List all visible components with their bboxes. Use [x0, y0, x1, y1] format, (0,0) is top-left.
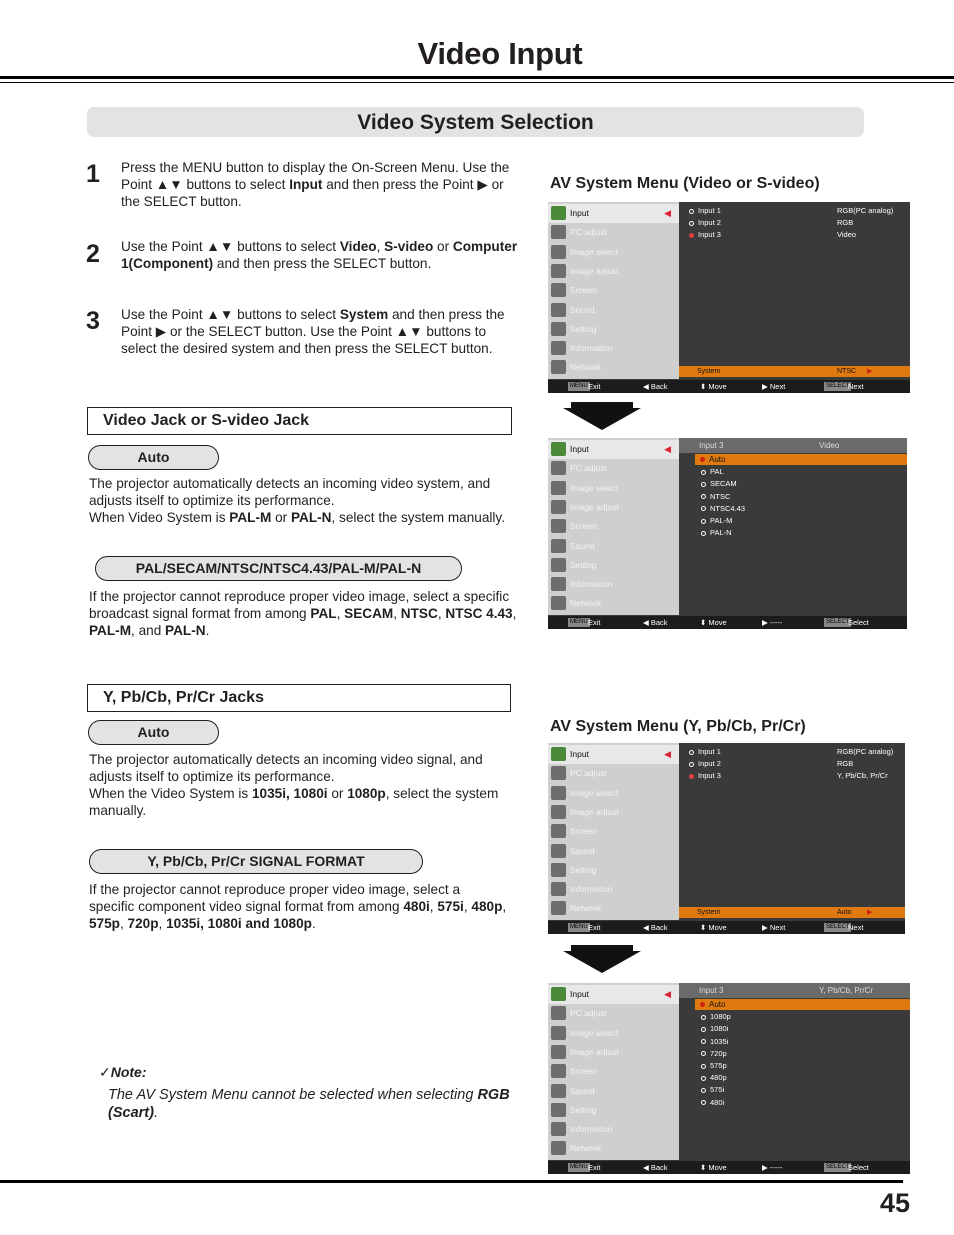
osd-menu-item: [548, 556, 679, 575]
down-arrow-icon: [563, 945, 641, 973]
osd-menu-item-label: Input: [570, 208, 589, 218]
osd-menu-item: [548, 301, 679, 320]
osd-menu-item: [548, 1062, 679, 1081]
image-adjust-icon: [551, 264, 566, 278]
exit-label: Exit: [588, 618, 601, 627]
input-label: Input 1: [698, 206, 721, 215]
osd-menu-item-label: Network: [570, 1143, 602, 1154]
sound-icon: [551, 1084, 566, 1098]
input-value: RGB: [837, 218, 854, 227]
option-label: PAL-M: [710, 516, 733, 525]
osd-panel-header: [679, 438, 907, 453]
option-row: [701, 1037, 728, 1046]
image-select-icon: [551, 481, 566, 495]
title-rule-thin: [0, 82, 954, 83]
radio-indicator: [700, 457, 705, 462]
input-value: Video: [837, 230, 857, 239]
osd-menu-item: [548, 861, 679, 880]
osd-menu-item-label: Information: [570, 1124, 613, 1135]
header-input: Input 3: [699, 441, 724, 450]
option-label: 720p: [710, 1048, 727, 1058]
osd-menu-item-label: Input: [570, 444, 589, 454]
next-label: ▶ -----: [762, 618, 783, 627]
input-label: Input 3: [698, 230, 721, 239]
exit-label: Exit: [588, 382, 601, 391]
radio-indicator: [689, 762, 694, 767]
sound-icon: [551, 539, 566, 553]
osd-menu-item: [548, 1101, 679, 1120]
option-label: Auto: [709, 1000, 726, 1009]
osd-control-bar: [548, 1161, 910, 1174]
input-row: [689, 206, 721, 215]
select-key-icon: SELECT: [826, 619, 850, 625]
radio-indicator: [701, 1076, 706, 1081]
osd-menu-item: [548, 537, 679, 556]
option-row: [701, 492, 730, 501]
osd-sidebar: [548, 743, 679, 920]
osd-menu-item-label: Image select: [570, 482, 619, 493]
option-row: [701, 1012, 731, 1021]
title-rule: [0, 76, 954, 79]
osd-menu-item-label: Image adjust: [570, 265, 619, 276]
osd-menu-item-label: Image select: [570, 1027, 619, 1038]
radio-indicator: [701, 531, 706, 536]
radio-indicator: [701, 494, 706, 499]
setting-icon: [551, 558, 566, 572]
network-icon: [551, 1141, 566, 1155]
back-arrow-icon: ◀: [664, 208, 671, 218]
osd-menu-item-label: PC adjust: [570, 463, 607, 474]
screen-icon: [551, 283, 566, 297]
osd-menu-ypbpr-options: [548, 983, 910, 1174]
input-row: [689, 771, 721, 780]
osd-menu-item-label: PC adjust: [570, 768, 607, 779]
option-label: Auto: [709, 455, 726, 464]
back-label: ◀ Back: [643, 382, 668, 391]
sound-icon: [551, 303, 566, 317]
ypbpr-heading: Y, Pb/Cb, Pr/Cr Jacks: [87, 684, 511, 712]
input-icon: [551, 987, 566, 1001]
radio-indicator: [701, 506, 706, 511]
step-3-number: 3: [86, 307, 100, 335]
option-label: 575p: [710, 1061, 727, 1070]
menu-key-icon: MENU: [570, 383, 588, 389]
next-arrow-icon: ▶: [867, 909, 873, 916]
next-label: ▶ Next: [762, 923, 786, 932]
osd-menu-item: [548, 204, 679, 223]
osd-menu-item-label: Sound: [570, 845, 595, 856]
option-label: 1080i: [710, 1024, 729, 1034]
osd-menu-item: [548, 498, 679, 517]
option-row: [701, 1024, 728, 1033]
input-value: RGB(PC analog): [837, 747, 894, 756]
osd-menu-item: [548, 784, 679, 803]
option-row: [701, 1073, 727, 1082]
osd-menu-video-system: [548, 202, 910, 393]
information-icon: [551, 882, 566, 896]
osd-menu-item-label: Sound: [570, 540, 595, 551]
option-row: [701, 528, 732, 537]
radio-indicator: [701, 1051, 706, 1056]
radio-indicator: [700, 1002, 705, 1007]
menu-key-icon: MENU: [570, 619, 588, 625]
system-row: [679, 366, 910, 377]
back-label: ◀ Back: [643, 923, 668, 932]
osd-menu-item: [548, 803, 679, 822]
osd-menu-item-label: Setting: [570, 323, 597, 334]
option-row: [701, 1098, 724, 1107]
menu-key-icon: MENU: [570, 924, 588, 930]
network-icon: [551, 596, 566, 610]
osd-menu-item: [548, 1139, 679, 1158]
pc-adjust-icon: [551, 225, 566, 239]
radio-indicator: [689, 750, 694, 755]
page-title: Video Input: [417, 36, 583, 71]
image-adjust-icon: [551, 500, 566, 514]
radio-indicator: [701, 1064, 706, 1069]
osd-control-bar: [548, 380, 910, 393]
back-arrow-icon: ◀: [664, 444, 671, 454]
radio-indicator: [701, 470, 706, 475]
exit-label: Exit: [588, 923, 601, 932]
osd-menu-item: [548, 440, 679, 459]
signal-format-label: Y, Pb/Cb, Pr/Cr SIGNAL FORMAT: [89, 849, 423, 874]
screen-icon: [551, 824, 566, 838]
osd-menu-item: [548, 517, 679, 536]
back-label: ◀ Back: [643, 1163, 668, 1172]
osd-panel: [679, 438, 907, 615]
system-label: System: [697, 909, 721, 916]
osd-menu-video-options: [548, 438, 907, 629]
osd-menu-item-label: Information: [570, 579, 613, 590]
osd-menu-item: [548, 358, 679, 377]
select-action-label: Select: [848, 618, 869, 627]
osd-menu-item: [548, 1024, 679, 1043]
note-label-text: Note:: [110, 1064, 147, 1080]
osd-menu-item: [548, 320, 679, 339]
check-icon: ✓: [99, 1064, 111, 1080]
option-label: PAL: [710, 467, 724, 477]
select-key-icon: SELECT: [826, 1164, 850, 1170]
osd-menu-item: [548, 575, 679, 594]
image-select-icon: [551, 1026, 566, 1040]
step-2-number: 2: [86, 240, 100, 268]
osd-menu-item: [548, 842, 679, 861]
osd-menu-item: [548, 339, 679, 358]
input-value: RGB(PC analog): [837, 206, 894, 215]
osd-menu-item-label: Setting: [570, 864, 597, 875]
system-label: System: [697, 368, 721, 375]
osd-menu-item-label: Image adjust: [570, 806, 619, 817]
step-1-number: 1: [86, 160, 100, 188]
option-row: [701, 516, 732, 525]
input-value: RGB: [837, 759, 854, 768]
osd-menu-item-label: Setting: [570, 1104, 597, 1115]
radio-indicator: [701, 1039, 706, 1044]
osd-menu-item-label: Input: [570, 749, 589, 759]
input-icon: [551, 206, 566, 220]
pal-label: PAL/SECAM/NTSC/NTSC4.43/PAL-M/PAL-N: [95, 556, 462, 581]
osd-menu-item-label: Image adjust: [570, 501, 619, 512]
select-action-label: Next: [848, 382, 864, 391]
step-1-text: Press the MENU button to display the On-Screen Menu. Use the Point ▲▼ buttons to select Input and then press the Point ▶ or the SELECT button.: [121, 160, 510, 209]
select-action-label: Select: [848, 1163, 869, 1172]
pc-adjust-icon: [551, 766, 566, 780]
radio-indicator: [689, 209, 694, 214]
move-label: ⬍ Move: [700, 923, 727, 932]
osd-menu-item-label: Information: [570, 343, 613, 354]
osd-menu-item: [548, 764, 679, 783]
osd-menu-item-label: Screen: [570, 1066, 597, 1077]
osd-sidebar: [548, 438, 679, 615]
input-row: [689, 218, 721, 227]
input-icon: [551, 747, 566, 761]
network-icon: [551, 901, 566, 915]
down-arrow-icon: [563, 402, 641, 430]
screen-icon: [551, 519, 566, 533]
input-label: Input 3: [698, 771, 721, 780]
input-row: [689, 747, 721, 756]
setting-icon: [551, 863, 566, 877]
osd-menu-item: [548, 243, 679, 262]
image-select-icon: [551, 245, 566, 259]
osd-menu-item: [548, 281, 679, 300]
input-row: [689, 230, 721, 239]
caption-ypbpr-menu: AV System Menu (Y, Pb/Cb, Pr/Cr): [550, 718, 806, 735]
osd-panel: [679, 983, 910, 1160]
osd-menu-item-label: Network: [570, 362, 602, 373]
option-row: [701, 1085, 724, 1094]
osd-menu-item-label: Image select: [570, 246, 619, 257]
option-label: 1035i: [710, 1036, 729, 1046]
video-auto-text: The projector automatically detects an incoming video system, and adjusts itself to optimize its performance. When Video System is PAL-M or PAL-N, select the system manually.: [89, 476, 505, 525]
image-select-icon: [551, 786, 566, 800]
osd-menu-item: [548, 223, 679, 242]
back-arrow-icon: ◀: [664, 749, 671, 759]
system-value: NTSC: [837, 368, 857, 375]
move-label: ⬍ Move: [700, 618, 727, 627]
page-number: 45: [880, 1188, 911, 1218]
step-3-text: Use the Point ▲▼ buttons to select System and then press the Point ▶ or the SELECT button. Use the Point ▲▼ buttons to select the desired system and then press the SELECT button.: [121, 307, 505, 356]
osd-menu-item-label: Sound: [570, 304, 595, 315]
option-row: [701, 504, 745, 513]
option-label: SECAM: [710, 479, 737, 489]
osd-menu-item-label: Information: [570, 884, 613, 895]
radio-indicator: [701, 1088, 706, 1093]
sound-icon: [551, 844, 566, 858]
option-label: 1080p: [710, 1012, 731, 1022]
osd-menu-item: [548, 985, 679, 1004]
menu-key-icon: MENU: [570, 1164, 588, 1170]
osd-sidebar: [548, 983, 679, 1160]
radio-indicator: [689, 774, 694, 779]
osd-menu-item: [548, 459, 679, 478]
radio-indicator: [701, 1027, 706, 1032]
move-label: ⬍ Move: [700, 1163, 727, 1172]
exit-label: Exit: [588, 1163, 601, 1172]
header-source: Video: [819, 441, 840, 450]
osd-menu-ypbpr-system: [548, 743, 905, 934]
osd-menu-item-label: Image select: [570, 787, 619, 798]
pal-text: If the projector cannot reproduce proper video image, select a specific broadcast signal format from among PAL, SECAM, NTSC, NTSC 4.43, PAL-M, and PAL-N.: [89, 589, 517, 638]
input-label: Input 2: [698, 759, 721, 768]
radio-indicator: [689, 233, 694, 238]
image-adjust-icon: [551, 1045, 566, 1059]
radio-indicator: [701, 482, 706, 487]
osd-panel: [679, 743, 905, 920]
osd-menu-item: [548, 262, 679, 281]
osd-menu-item: [548, 594, 679, 613]
option-label: NTSC4.43: [710, 503, 746, 513]
next-label: ▶ -----: [762, 1163, 783, 1172]
back-label: ◀ Back: [643, 618, 668, 627]
osd-menu-item: [548, 880, 679, 899]
osd-control-bar: [548, 921, 905, 934]
system-value: Auto: [837, 909, 852, 916]
ypbpr-auto-text: The projector automatically detects an incoming video signal, and adjusts itself to optimize its performance. When the Video System is 1035i, 1080i or 1080p, select the system manually.: [89, 752, 499, 818]
input-value: Y, Pb/Cb, Pr/Cr: [837, 771, 888, 780]
input-label: Input 1: [698, 747, 721, 756]
information-icon: [551, 577, 566, 591]
option-label: 480p: [710, 1073, 727, 1083]
option-label: PAL-N: [710, 528, 732, 538]
pc-adjust-icon: [551, 1006, 566, 1020]
next-arrow-icon: ▶: [867, 368, 873, 375]
osd-menu-item-label: PC adjust: [570, 1008, 607, 1019]
caption-video-menu: AV System Menu (Video or S-video): [550, 175, 820, 192]
osd-panel-header: [679, 983, 910, 998]
osd-menu-item-label: Network: [570, 903, 602, 914]
option-selected: [695, 999, 910, 1010]
step-2-text: Use the Point ▲▼ buttons to select Video, S-video or Computer 1(Component) and then press the SELECT button.: [121, 239, 518, 271]
osd-menu-item-label: Image adjust: [570, 1046, 619, 1057]
option-row: [701, 1061, 727, 1070]
pc-adjust-icon: [551, 461, 566, 475]
radio-indicator: [689, 221, 694, 226]
network-icon: [551, 360, 566, 374]
option-row: [701, 467, 724, 476]
input-icon: [551, 442, 566, 456]
select-key-icon: SELECT: [826, 924, 850, 930]
option-label: 575i: [710, 1085, 725, 1095]
osd-menu-item: [548, 745, 679, 764]
system-row: [679, 907, 905, 918]
setting-icon: [551, 1103, 566, 1117]
osd-menu-item: [548, 899, 679, 918]
option-row: [701, 1049, 727, 1058]
note-label: [99, 1064, 147, 1081]
input-label: Input 2: [698, 218, 721, 227]
osd-menu-item-label: Screen: [570, 826, 597, 837]
osd-menu-item-label: PC adjust: [570, 227, 607, 238]
select-key-icon: SELECT: [826, 383, 850, 389]
header-input: Input 3: [699, 986, 724, 995]
next-label: ▶ Next: [762, 382, 786, 391]
osd-menu-item: [548, 479, 679, 498]
osd-sidebar: [548, 202, 679, 379]
back-arrow-icon: ◀: [664, 989, 671, 999]
osd-menu-item-label: Network: [570, 598, 602, 609]
section-heading: Video System Selection: [87, 107, 864, 137]
ypbpr-auto-label: Auto: [88, 720, 219, 745]
osd-menu-item: [548, 1004, 679, 1023]
osd-menu-item-label: Sound: [570, 1085, 595, 1096]
footer-rule: [0, 1180, 903, 1183]
image-adjust-icon: [551, 805, 566, 819]
video-jack-heading: Video Jack or S-video Jack: [87, 407, 512, 435]
osd-menu-item-label: Setting: [570, 559, 597, 570]
option-label: 480i: [710, 1097, 725, 1107]
select-action-label: Next: [848, 923, 864, 932]
radio-indicator: [701, 1100, 706, 1105]
setting-icon: [551, 322, 566, 336]
signal-format-text: If the projector cannot reproduce proper video image, select a specific component video signal format from among 480i, 575i, 480p, 575p, 720p, 1035i, 1080i and 1080p.: [89, 882, 507, 931]
osd-menu-item: [548, 1120, 679, 1139]
option-label: NTSC: [710, 491, 731, 501]
radio-indicator: [701, 1015, 706, 1020]
information-icon: [551, 341, 566, 355]
information-icon: [551, 1122, 566, 1136]
radio-indicator: [701, 519, 706, 524]
note-text: The AV System Menu cannot be selected when selecting RGB (Scart).: [108, 1087, 510, 1121]
osd-menu-item-label: Input: [570, 989, 589, 999]
option-row: [701, 479, 737, 488]
screen-icon: [551, 1064, 566, 1078]
move-label: ⬍ Move: [700, 382, 727, 391]
input-row: [689, 759, 721, 768]
osd-menu-item: [548, 822, 679, 841]
osd-menu-item: [548, 1043, 679, 1062]
option-selected: [695, 454, 907, 465]
osd-panel: [679, 202, 910, 379]
osd-menu-item-label: Screen: [570, 285, 597, 296]
osd-control-bar: [548, 616, 907, 629]
osd-menu-item-label: Screen: [570, 521, 597, 532]
osd-menu-item: [548, 1082, 679, 1101]
header-source: Y, Pb/Cb, Pr/Cr: [819, 986, 874, 995]
auto-label: Auto: [88, 445, 219, 470]
